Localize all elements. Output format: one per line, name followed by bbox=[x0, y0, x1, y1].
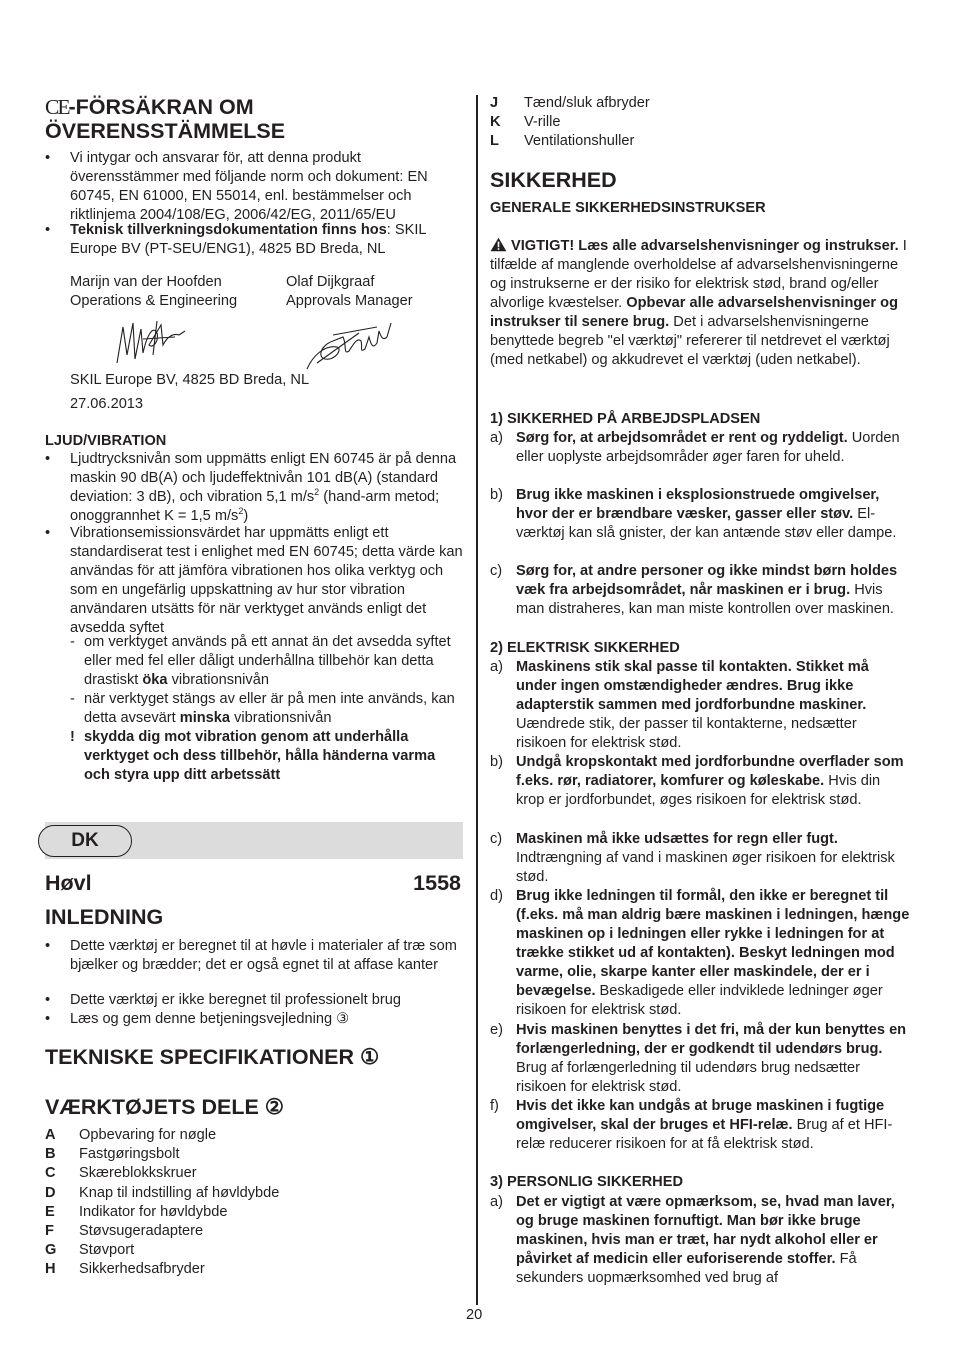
list-item: K V-rille bbox=[490, 114, 561, 131]
rule-1a: a) Sørg for, at arbejdsområdet er rent og ryddeligt. Uorden eller uoplyste arbejdsområder øger faren for uheld. bbox=[490, 430, 900, 465]
rule-2f: f) Hvis det ikke kan undgås at bruge maskinen i fugtige omgivelser, skal der bruges et HFI-relæ. Brug af et HFI-relæ reducerer risikoen for at få elektrisk stød. bbox=[490, 1098, 893, 1152]
rule-1b: b) Brug ikke maskinen i eksplosionstruede omgivelser, hvor der er brændbare væsker, gasser eller støv. El-værktøj kan slå gnister, der kan antænde støv eller dampe. bbox=[490, 487, 897, 541]
list-item: J Tænd/sluk afbryder bbox=[490, 95, 650, 111]
declaration-title: CE-FÖRSÄKRAN OM ÖVERENSSTÄMMELSE bbox=[45, 95, 286, 143]
page-number: 20 bbox=[466, 1307, 483, 1323]
noise-warning: ! skydda dig mot vibration genom att underhålla verktyget och dess tillbehör, hålla händerna varma och styra upp ditt arbetssätt bbox=[70, 729, 436, 783]
section-2-heading: 2) ELEKTRISK SIKKERHED bbox=[490, 640, 680, 656]
intro-bullet-2: • Dette værktøj er ikke beregnet til professionelt brug bbox=[45, 992, 401, 1008]
noise-sub-2: - när verktyget stängs av eller är på men inte används, kan detta avsevärt minska vibrationsnivån bbox=[70, 691, 455, 726]
general-warning-paragraph: VIGTIGT! Læs alle advarselshenvisninger og instrukser. I tilfælde af manglende overholdelse af advarselshenvisningerne og instrukserne er der risiko for elektrisk stød, brand og/eller alvorlige kvæstelser. Opbevar alle advarselshenvisninger og instrukser til senere brug. Det i advarselshenvisningerne benyttede begreb "el værktøj" refererer til netdrevet el værktøj (med netkabel) og akkudrevet el værktøj (uden netkabel). bbox=[490, 238, 907, 368]
ce-mark: CE bbox=[45, 95, 69, 119]
warning-triangle-icon bbox=[490, 237, 507, 252]
signature-1-image bbox=[113, 315, 193, 367]
product-name: Høvl bbox=[45, 871, 92, 895]
rule-3a: a) Det er vigtigt at være opmærksom, se, hvad man laver, og bruge maskinen fornuftigt. Man bør ikke bruge maskinen, hvis man er træt, har nydt alkohol eller er påvirket af medicin eller euforiserende stoffer. Få sekunders uopmærksomhed ved brug af bbox=[490, 1194, 895, 1286]
product-number: 1558 bbox=[413, 871, 461, 895]
noise-bullet-2: • Vibrationsemissionsvärdet har uppmätts enligt ett standardiserat test i enlighet med EN 60745; detta värde kan användas för att jämföra vibrationen hos olika verktyg och som en ungefärlig uppskattning av hur stor vibration användaren utsätts för när verktyget används enligt det avsedda syftet bbox=[45, 525, 463, 636]
rule-2a: a) Maskinens stik skal passe til kontakten. Stikket må under ingen omstændigheder ændres. Brug ikke adapterstik sammen med jordforbundne maskiner. Uændrede stik, der passer til kontakterne, nedsætter risikoen for elektrisk stød. bbox=[490, 659, 869, 751]
general-safety-heading: GENERALE SIKKERHEDSINSTRUKSER bbox=[490, 200, 766, 216]
language-badge: DK bbox=[38, 825, 132, 857]
list-item: H Sikkerhedsafbryder bbox=[45, 1261, 205, 1278]
specs-title: TEKNISKE SPECIFIKATIONER ① bbox=[45, 1045, 380, 1069]
list-item: C Skæreblokkskruer bbox=[45, 1165, 197, 1182]
list-item: B Fastgøringsbolt bbox=[45, 1146, 180, 1163]
parts-list-continued bbox=[490, 94, 908, 152]
list-item: D Knap til indstilling af høvldybde bbox=[45, 1184, 280, 1201]
rule-2d: d) Brug ikke ledningen til formål, den ikke er beregnet til (f.eks. må man aldrig bære maskinen i ledningen, hænge maskinen op i ledningen eller rykke i ledningen for at trække stikket ud af kontakten). Beskyt ledningen mod varme, olie, skarpe kanter eller maskindele, der er i bevægelse. Beskadigede eller indviklede ledninger øger risikoen for elektrisk stød. bbox=[490, 888, 910, 1018]
rule-2e: e) Hvis maskinen benyttes i det fri, må der kun benyttes en forlængerledning, der er godkendt til udendørs brug. Brug af forlængerledning til udendørs brug nedsætter risikoen for elektrisk stød. bbox=[490, 1022, 907, 1095]
list-item: A Opbevaring for nøgle bbox=[45, 1127, 217, 1143]
section-1-heading: 1) SIKKERHED PÅ ARBEJDSPLADSEN bbox=[490, 411, 761, 427]
safety-title: SIKKERHED bbox=[490, 168, 617, 192]
list-item: L Ventilationshuller bbox=[490, 133, 635, 150]
list-item: G Støvport bbox=[45, 1242, 135, 1259]
rule-1c: c) Sørg for, at andre personer og ikke mindst børn holdes væk fra arbejdsområdet, når maskinen er i brug. Hvis man distraheres, kan man miste kontrollen over maskinen. bbox=[490, 563, 898, 617]
noise-vibration-heading: LJUD/VIBRATION bbox=[45, 433, 167, 449]
company-address: SKIL Europe BV, 4825 BD Breda, NL bbox=[70, 372, 310, 388]
parts-list bbox=[45, 1126, 463, 1280]
rule-2b: b) Undgå kropskontakt med jordforbundne overflader som f.eks. rør, radiatorer, komfurer og køleskabe. Hvis din krop er jordforbundet, øges risikoen for elektrisk stød. bbox=[490, 754, 904, 808]
product-header bbox=[45, 871, 461, 895]
noise-bullet-1: • Ljudtrycksnivån som uppmätts enligt EN 60745 är på denna maskin 90 dB(A) och ljudeffektnivån 101 dB(A) (standard deviation: 3 dB), och vibration 5,1 $m/s^2$ (hand-arm metod; onoggrannhet K = 1,5 $m/s^2$) bbox=[45, 451, 457, 524]
declaration-bullet-2: • Teknisk tillverkningsdokumentation finns hos: SKIL Europe BV (PT-SEU/ENG1), 4825 BD Breda, NL bbox=[45, 222, 427, 257]
intro-bullet-1: • Dette værktøj er beregnet til at høvle i materialer af træ som bjælker og brædder; det er også egnet til at affase kanter bbox=[45, 938, 457, 973]
declaration-bullet-1: • Vi intygar och ansvarar för, att denna produkt överensstämmer med följande norm och dokument: EN 60745, EN 61000, EN 55014, enl. bestämmelser och riktlinjema 2004/108/EG, 2006/42/EG, 2011/65/EU bbox=[45, 150, 428, 223]
intro-bullet-3: • Læs og gem denne betjeningsvejledning ③ bbox=[45, 1011, 350, 1027]
signatory-2: Olaf Dijkgraaf Approvals Manager bbox=[286, 274, 413, 309]
parts-title: VÆRKTØJETS DELE ② bbox=[45, 1095, 285, 1119]
column-divider bbox=[476, 95, 478, 1305]
declaration-date: 27.06.2013 bbox=[70, 396, 144, 412]
rule-2c: c) Maskinen må ikke udsættes for regn eller fugt. Indtrængning af vand i maskinen øger risikoen for elektrisk stød. bbox=[490, 831, 895, 885]
signatory-1: Marijn van der Hoofden Operations & Engineering bbox=[70, 274, 238, 309]
section-3-heading: 3) PERSONLIG SIKKERHED bbox=[490, 1174, 683, 1190]
list-item: E Indikator for høvldybde bbox=[45, 1203, 228, 1220]
signature-2-image bbox=[303, 315, 398, 373]
list-item: F Støvsugeradaptere bbox=[45, 1222, 204, 1239]
intro-title: INLEDNING bbox=[45, 905, 164, 929]
noise-sub-1: - om verktyget används på ett annat än det avsedda syftet eller med fel eller dåligt underhållna tillbehör kan detta drastiskt öka vibrationsnivån bbox=[70, 634, 451, 688]
